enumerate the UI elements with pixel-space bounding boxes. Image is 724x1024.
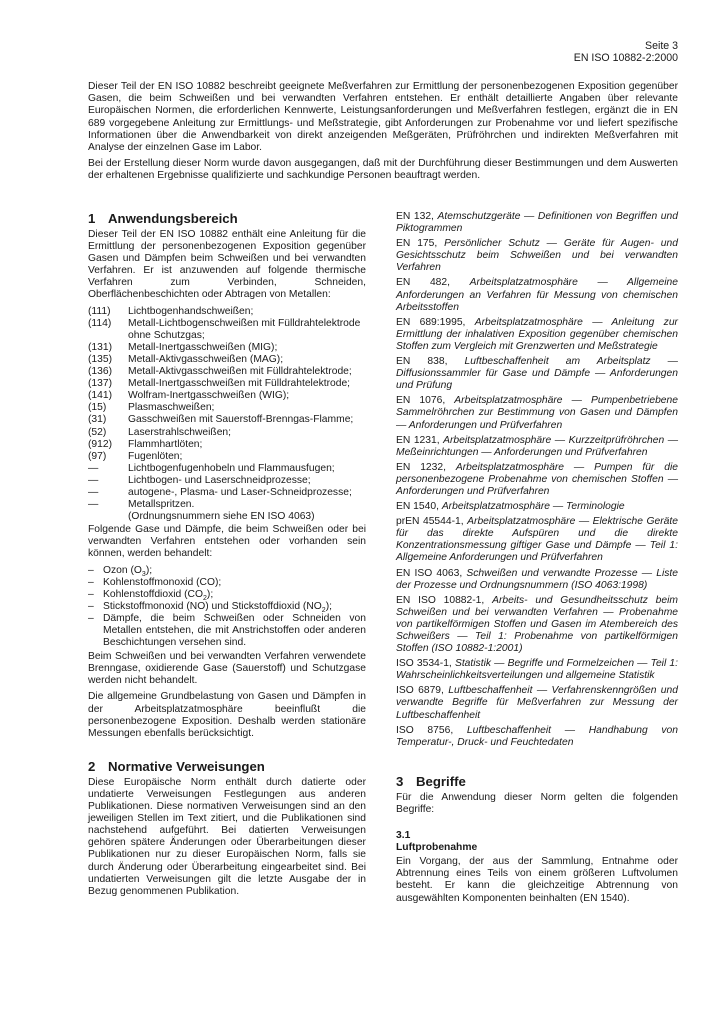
section-heading: 3 Begriffe [396,773,466,789]
process-list [88,306,366,512]
intro-paragraph: Bei der Erstellung dieser Norm wurde davon ausgegangen, daß mit der Durchführung dieser Bestimmungen und dem Auswerten der erhaltenen Ergebnisse qualifizierte und sachkundige Personen beauftragt werden. [88,158,678,182]
term-definition: Ein Vorgang, der aus der Sammlung, Entnahme oder Abtrennung eines Teils von einem größeren Luftvolumen besteht. Er kann die gleichzeitige Abtrennung von ausgewählten Komponenten beinhalten (EN 1540). [396,856,678,904]
reference-list [396,211,678,749]
term-number: 3.1 [396,830,411,842]
process-item: (111) Lichtbogenhandschweißen; [88,305,254,317]
intro-paragraph: Dieser Teil der EN ISO 10882 beschreibt geeignete Meßverfahren zur Ermittlung der personenbezogenen Exposition gegenüber Gasen, die beim Schweißen und bei verwandten Verfahren entstehen. Er enthält detaillierte Angaben über relevante Europäischen Normen, die erforderlichen Kennwerte, Leistungsanforderungen und Meßverfahren festlegen, ergänzt die in EN 689 vorgegebene Anleitung zur Ermittlungs- und Meßstrategie, gibt Anforderungen zur Probenahme vor und liefert spezifische Informationen über die Anwendbarkeit von direkt anzeigenden Meßgeräten, Prüfröhrchen und indirekten Meßverfahren mit Analyse der einzelnen Gase im Labor. [88,81,678,154]
process-item: — Lichtbogen- und Laserschneidprozesse; [88,474,311,486]
standard-id: EN ISO 10882-2:2000 [573,52,678,64]
process-item: (912) Flammhartlöten; [88,438,203,450]
reference-item: EN 482, Arbeitsplatzatmosphäre — Allgemeine Anforderungen an Verfahren für Messung von chemischen Arbeitsstoffen [396,277,678,313]
section-heading: 1 Anwendungsbereich [88,211,238,226]
list-item: – Kohlenstoffdioxid $(CO_2)$; [88,588,214,602]
page-number: Seite 3 [645,40,678,52]
process-item: (131) Metall-Inertgasschweißen (MIG); [88,341,278,353]
reference-item: EN 1540, Arbeitsplatzatmosphäre — Terminologie [396,501,625,513]
process-item: — autogene-, Plasma- und Laser-Schneidprozesse; [88,486,352,498]
reference-item: EN ISO 4063, Schweißen und verwandte Prozesse — Liste der Prozesse und Ordnungsnummern (ISO 4063:1998) [396,567,678,591]
process-item: (114) Metall-Lichtbogenschweißen mit Fülldrahtelektrode ohne Schutzgas; [88,317,361,341]
reference-item: ISO 8756, Luftbeschaffenheit — Handhabung von Temperatur-, Druck- und Feuchtedaten [396,724,678,748]
reference-item: EN 132, Atemschutzgeräte — Definitionen von Begriffen und Piktogrammen [396,211,678,235]
reference-item: ISO 3534-1, Statistik — Begriffe und Formelzeichen — Teil 1: Wahrscheinlichkeitsverteilungen und allgemeine Statistik [396,658,678,682]
right-column [396,211,678,909]
reference-item: EN 1231, Arbeitsplatzatmosphäre — Kurzzeitprüfröhrchen — Meßeinrichtungen — Anforderungen und Prüfverfahren [396,434,678,458]
process-item: (31) Gasschweißen mit Sauerstoff-Brenngas-Flamme; [88,414,354,426]
term-name: Luftprobenahme [396,842,478,854]
section-paragraph: Für die Anwendung dieser Norm gelten die folgenden Begriffe: [396,791,678,815]
section-paragraph: Die allgemeine Grundbelastung von Gasen und Dämpfen in der Arbeitsplatzatmosphäre beeinflußt die personenbezogene Exposition. Deshalb werden stationäre Messungen ebenfalls berücksichtigt. [88,691,366,739]
process-note: (Ordnungsnummern siehe EN ISO 4063) [128,511,315,523]
section-heading: 2 Normative Verweisungen [88,758,265,774]
list-item: – Dämpfe, die beim Schweißen oder Schneiden von Metallen entstehen, die mit Anstrichstoffen oder anderen Beschichtungen versehen sind. [88,612,366,649]
page-header [574,40,678,64]
process-item: — Metallspritzen. [88,499,195,511]
reference-item: EN 1076, Arbeitsplatzatmosphäre — Pumpenbetriebene Sammelröhrchen zur Bestimmung von Gasen und Dämpfen — Anforderungen und Prüfverfahren [396,395,678,431]
list-item: – Ozon $(O_3)$; [88,564,153,578]
process-item: (141) Wolfram-Inertgasschweißen (WIG); [88,390,290,402]
section-paragraph: Folgende Gase und Dämpfe, die beim Schweißen oder bei verwandten Verfahren entstehen oder vorhanden sein können, werden behandelt: [88,524,366,560]
list-item: – Stickstoffmonoxid (NO) und Stickstoffdioxid $(NO_2)$; [88,600,332,614]
section-paragraph: Dieser Teil der EN ISO 10882 enthält eine Anleitung für die Ermittlung der personenbezogenen Exposition gegenüber Gasen und Dämpfen beim Schweißen und bei verwandten Verfahren. Er ist anzuwenden auf folgende thermische Verfahren zum Verbinden, Schneiden, Oberflächenbeschichten oder Abtragen von Metallen: [88,229,366,301]
reference-item: EN 1232, Arbeitsplatzatmosphäre — Pumpen für die personenbezogene Probenahme von chemischen Stoffen — Anforderungen und Prüfverfahren [396,461,678,497]
section-paragraph: Beim Schweißen und bei verwandten Verfahren verwendete Brenngase, oxidierende Gase (Sauerstoff) und Schutzgase werden nicht behandelt. [88,651,366,687]
reference-item: EN ISO 10882-1, Arbeits- und Gesundheitsschutz beim Schweißen und bei verwandten Verfahren — Probenahme von partikelförmigen Stoffen und Gasen im Atembereich des Schweißers — Teil 1: Probenahme von partikelförmigen Stoffen (ISO 10882-1:2001) [396,594,678,655]
reference-item: EN 175, Persönlicher Schutz — Geräte für Augen- und Gesichtsschutz beim Schweißen und bei verwandten Verfahren [396,238,678,274]
process-item: (15) Plasmaschweißen; [88,402,215,414]
reference-item: prEN 45544-1, Arbeitsplatzatmosphäre — Elektrische Geräte für das direkte Aufspüren und die direkte Konzentrationsmessung giftiger Gase und Dämpfe — Teil 1: Allgemeine Anforderungen und Prüfverfahren [396,516,678,564]
reference-item: EN 689:1995, Arbeitsplatzatmosphäre — Anleitung zur Ermittlung der inhalativen Exposition gegenüber chemischen Stoffen zum Vergleich mit Grenzwerten und Meßstrategie [396,316,678,352]
gas-list [88,565,366,650]
process-item: (135) Metall-Aktivgasschweißen (MAG); [88,353,284,365]
process-item: (137) Metall-Inertgasschweißen mit Fülldrahtelektrode; [88,378,351,390]
section-paragraph: Diese Europäische Norm enthält durch datierte oder undatierte Verweisungen Festlegungen aus anderen Publikationen. Diese normativen Verweisungen sind an den jeweiligen Stellen im Text zitiert, und die Publikationen sind nachstehend aufgeführt. Bei datierten Verweisungen gehören spätere Änderungen oder Überarbeitungen dieser Publikationen nur zu dieser Europäischen Norm, falls sie durch Änderung oder Überarbeitung eingearbeitet sind. Bei undatierten Verweisungen gilt die letzte Ausgabe der in Bezug genommenen Publikation. [88,776,366,897]
reference-item: EN 838, Luftbeschaffenheit am Arbeitsplatz — Diffusionssammler für Gase und Dämpfe — Anforderungen und Prüfung [396,356,678,392]
left-column [88,211,366,902]
process-item: (136) Metall-Aktivgasschweißen mit Fülldrahtelektrode; [88,366,352,378]
process-item: — Lichtbogenfugenhobeln und Flammausfugen; [88,462,335,474]
process-item: (97) Fugenlöten; [88,450,183,462]
introduction [88,81,678,187]
reference-item: ISO 6879, Luftbeschaffenheit — Verfahrenskenngrößen und verwandte Begriffe für Meßverfahren zur Messung der Luftbeschaffenheit [396,685,678,721]
list-item: – Kohlenstoffmonoxid (CO); [88,576,222,588]
process-item: (52) Laserstrahlschweißen; [88,426,232,438]
